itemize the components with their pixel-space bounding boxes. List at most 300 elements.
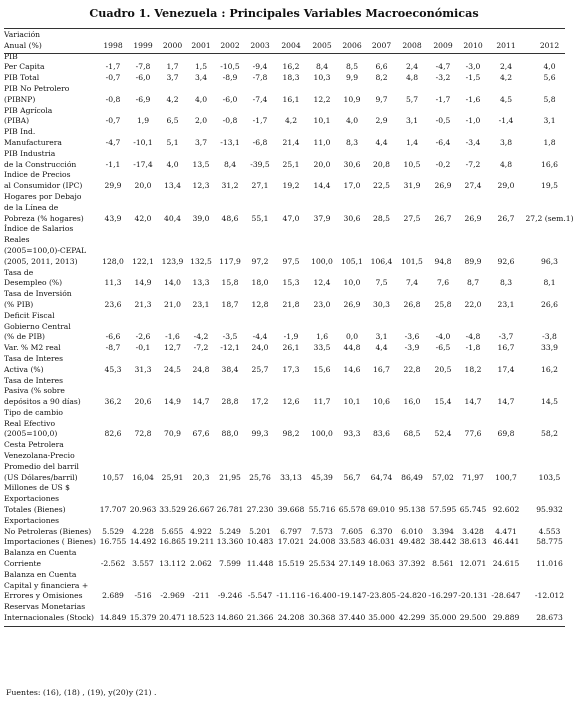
table-cell: 35.000 (368, 613, 395, 623)
table-cell: -3,7 (498, 332, 514, 342)
table-cell: 26,9 (464, 213, 482, 223)
table-cell: -6,9 (135, 94, 151, 104)
row-label-line: Tasa de Inversión (4, 289, 72, 299)
table-cell: 25,91 (161, 472, 184, 482)
table-cell: 15,3 (282, 278, 300, 288)
table-cell: 65.745 (459, 505, 487, 515)
table-cell: 44,8 (343, 343, 361, 353)
table-cell: -7,2 (465, 159, 481, 169)
row-label-line: Internacionales (Stock) (4, 613, 94, 623)
table-cell: 123,9 (161, 256, 184, 266)
table-cell: 12,7 (164, 343, 181, 353)
table-cell: 23,1 (497, 299, 515, 309)
year-header: 1999 (133, 40, 153, 50)
table-cell: 20.471 (159, 613, 186, 623)
table-row (4, 408, 575, 440)
table-cell: 23,6 (104, 299, 122, 309)
header-label-line: Anual (%) (4, 40, 42, 50)
table-cell: 5,8 (543, 94, 556, 104)
table-cell: 5,7 (405, 94, 419, 104)
table-cell: 100,0 (311, 429, 333, 439)
table-cell: 14,4 (313, 181, 331, 191)
table-cell: 39.668 (277, 505, 305, 515)
table-cell: 25,1 (282, 159, 300, 169)
row-label (4, 311, 98, 343)
table-cell: -3,6 (404, 332, 420, 342)
table-cell: -4,4 (252, 332, 268, 342)
table-cell: 15,8 (221, 278, 239, 288)
table-cell: 22,0 (464, 299, 482, 309)
table-cell: 26.667 (187, 505, 215, 515)
table-cell: 5.655 (161, 526, 184, 536)
year-header: 2009 (433, 40, 453, 50)
table-cell: 26,7 (497, 213, 515, 223)
table-cell: 28,5 (373, 213, 390, 223)
table-cell: 24,5 (164, 364, 181, 374)
table-cell: 4,4 (375, 343, 388, 353)
table-row (4, 548, 575, 570)
table-cell: 36,2 (104, 397, 122, 407)
table-cell: 14,7 (192, 397, 210, 407)
row-label-line: Errores y Omisiones (4, 591, 83, 601)
table-cell: 24,0 (251, 343, 269, 353)
table-cell: 12,6 (282, 397, 300, 407)
row-label-line: (2005=100,0) (4, 429, 58, 439)
table-cell: 18,2 (464, 364, 482, 374)
table-cell: -2.562 (100, 559, 126, 569)
table-cell: 97,2 (251, 256, 269, 266)
table-cell: 45,39 (311, 472, 333, 482)
table-row (4, 602, 575, 624)
table-cell: 24.008 (308, 537, 336, 547)
table-cell: 33.583 (338, 537, 366, 547)
table-cell: -28.647 (491, 591, 521, 601)
table-cell: 5,6 (543, 73, 556, 83)
table-cell: 3,8 (499, 137, 513, 147)
table-cell: -3,0 (465, 62, 481, 72)
table-cell: -16.297 (428, 591, 458, 601)
table-row (4, 73, 575, 84)
row-label-line: Cesta Petrolera (4, 440, 64, 450)
table-cell: 56,7 (343, 472, 361, 482)
table-cell: -9.246 (217, 591, 243, 601)
table-cell: 21.366 (246, 613, 274, 623)
table-cell: 7,5 (375, 278, 388, 288)
table-cell: 6.797 (280, 526, 302, 536)
table-cell: 33,5 (313, 343, 331, 353)
table-cell: 4,8 (405, 73, 419, 83)
table-cell: 4.471 (495, 526, 517, 536)
table-cell: -0,1 (135, 343, 151, 353)
table-cell: -8,7 (105, 343, 121, 353)
row-label-line: depósitos a 90 días) (4, 397, 81, 407)
table-cell: 23,1 (192, 299, 210, 309)
year-header: 2003 (250, 40, 270, 50)
table-cell: -1,4 (498, 116, 514, 126)
row-label-line: PIB Agrícola (4, 105, 53, 115)
table-cell: -516 (134, 591, 152, 601)
table-cell: 49.482 (398, 537, 426, 547)
table-cell: 4,0 (345, 116, 359, 126)
row-label-line: Hogares por Debajo (4, 191, 82, 201)
row-label (4, 516, 98, 538)
table-cell: 10,57 (102, 472, 124, 482)
table-cell: 1,5 (194, 62, 208, 72)
table-row (4, 343, 575, 354)
table-cell: 19.211 (187, 537, 215, 547)
table-cell: -11.116 (276, 591, 306, 601)
table-cell: -10,5 (220, 62, 240, 72)
table-cell: 27,2 (sem.1) (525, 213, 574, 223)
row-label-line: Reservas Monetarias (4, 602, 86, 612)
table-cell: 26,7 (434, 213, 452, 223)
table-cell: 10.483 (246, 537, 274, 547)
table-cell: -0,8 (105, 94, 121, 104)
table-cell: 25,8 (434, 299, 452, 309)
table-cell: 14,9 (134, 278, 152, 288)
table-cell: 5.529 (102, 526, 124, 536)
table-cell: 17,4 (497, 364, 515, 374)
table-cell: 6,5 (166, 116, 179, 126)
row-label (4, 127, 98, 149)
table-cell: 58.775 (536, 537, 563, 547)
table-cell: 93,3 (343, 429, 361, 439)
table-cell: 77,6 (464, 429, 482, 439)
row-label (4, 602, 98, 624)
year-header: 2008 (402, 40, 422, 50)
table-cell: 100,0 (311, 256, 333, 266)
table-cell: 2.062 (190, 559, 212, 569)
table-cell: 8,3 (345, 137, 359, 147)
table-cell: 20,3 (192, 472, 210, 482)
table-cell: 98,2 (282, 429, 300, 439)
table-cell: 2,4 (499, 62, 513, 72)
table-row (4, 376, 575, 408)
table-cell: 122,1 (132, 256, 154, 266)
table-body (4, 52, 575, 624)
table-cell: 11.016 (536, 559, 563, 569)
row-label (4, 354, 98, 376)
table-cell: 17.707 (99, 505, 127, 515)
table-cell: 17.021 (277, 537, 305, 547)
table-cell: 8,4 (223, 159, 237, 169)
table-cell: 97,5 (282, 256, 300, 266)
table-cell: 29,0 (497, 181, 515, 191)
table-cell: 105,1 (341, 256, 363, 266)
row-label-line: Tasa de Interes (4, 353, 64, 363)
table-cell: 16,1 (282, 94, 300, 104)
table-cell: 5.201 (249, 526, 271, 536)
table-cell: 27.230 (246, 505, 274, 515)
table-cell: 11.448 (246, 559, 274, 569)
row-label (4, 170, 98, 192)
table-cell: 14,5 (541, 397, 558, 407)
table-cell: 7.599 (219, 559, 241, 569)
table-cell: 16,2 (541, 364, 558, 374)
table-cell: -3,9 (404, 343, 420, 353)
table-cell: 1,8 (543, 137, 556, 147)
table-cell: -16.400 (307, 591, 337, 601)
row-label (4, 570, 98, 602)
table-row (4, 354, 575, 376)
table-cell: 15.519 (277, 559, 305, 569)
row-label-line: Desempleo (%) (4, 278, 63, 288)
table-cell: 22,8 (403, 364, 421, 374)
table-cell: 82,6 (104, 429, 122, 439)
table-cell: 132,5 (190, 256, 212, 266)
table-cell: 69,8 (497, 429, 515, 439)
row-label (4, 149, 98, 171)
table-cell: 94,8 (434, 256, 452, 266)
table-cell: 10,3 (313, 73, 331, 83)
row-label (4, 52, 98, 74)
year-header: 1998 (103, 40, 123, 50)
table-cell: 16,7 (497, 343, 515, 353)
year-header: 2000 (162, 40, 183, 50)
row-label-line: Exportaciones (4, 515, 60, 525)
table-row (4, 516, 575, 538)
table-cell: 117,9 (219, 256, 241, 266)
table-cell: 2,4 (405, 62, 419, 72)
table-cell: 71,97 (462, 472, 484, 482)
table-cell: 26,6 (541, 299, 558, 309)
table-cell: 128,0 (102, 256, 124, 266)
table-cell: 106,4 (370, 256, 393, 266)
table-cell: 57.595 (429, 505, 457, 515)
table-cell: 30,3 (373, 299, 390, 309)
row-label-line: Gobierno Central (4, 321, 71, 331)
table-cell: 95.932 (536, 505, 563, 515)
table-cell: 65.578 (338, 505, 366, 515)
table-cell: 57,02 (432, 472, 454, 482)
table-cell: 26,9 (434, 181, 452, 191)
table-cell: -12.012 (534, 591, 565, 601)
table-cell: 25,76 (249, 472, 271, 482)
table-cell: 42.299 (398, 613, 426, 623)
table-cell: 18.063 (368, 559, 395, 569)
table-cell: 3,7 (166, 73, 179, 83)
table-cell: -7,8 (135, 62, 151, 72)
row-label-line: de la Construcción (4, 159, 77, 169)
table-cell: 18.523 (187, 613, 215, 623)
table-cell: 14,6 (343, 364, 361, 374)
row-label-line: al Consumidor (IPC) (4, 181, 83, 191)
table-cell: 8,4 (315, 62, 329, 72)
year-header: 2006 (342, 40, 362, 50)
table-cell: 8,3 (499, 278, 513, 288)
table-cell: 22,5 (373, 181, 390, 191)
table-cell: 9,9 (345, 73, 359, 83)
table-cell: 69.010 (368, 505, 395, 515)
table-cell: 1,6 (315, 332, 329, 342)
table-cell: 21,0 (164, 299, 181, 309)
table-cell: 2,0 (194, 116, 208, 126)
year-header: 2001 (191, 40, 211, 50)
table-cell: 19,5 (541, 181, 558, 191)
table-cell: 16.865 (159, 537, 186, 547)
table-cell: 20,0 (134, 181, 152, 191)
table-cell: 16,7 (373, 364, 390, 374)
row-label-line: (2005=100,0)-CEPAL (4, 245, 87, 255)
table-cell: 21,8 (282, 299, 300, 309)
table-cell: -6,5 (435, 343, 451, 353)
row-label (4, 376, 98, 408)
table-cell: 31,2 (221, 181, 239, 191)
table-cell: 38,4 (221, 364, 239, 374)
table-cell: 12.071 (459, 559, 487, 569)
table-cell: 86,49 (401, 472, 423, 482)
row-label-line: Indice de Precios (4, 170, 71, 180)
table-cell: 18,7 (221, 299, 239, 309)
row-label (4, 440, 98, 483)
table-cell: 24,8 (192, 364, 210, 374)
header-row (4, 30, 575, 52)
table-cell: 48,6 (221, 213, 239, 223)
table-cell: 21,4 (282, 137, 300, 147)
table-cell: 13,3 (192, 278, 210, 288)
table-title: Cuadro 1. Venezuela : Principales Variables Macroeconómicas (89, 6, 479, 20)
table-cell: 96,3 (541, 256, 558, 266)
table-cell: -24.820 (397, 591, 427, 601)
row-label-line: Deficit Fiscal (4, 310, 55, 320)
table-cell: 99,3 (251, 429, 269, 439)
table-cell: -7,2 (193, 343, 209, 353)
table-cell: 30,6 (343, 159, 361, 169)
table-cell: -0,5 (435, 116, 451, 126)
table-cell: 20.963 (129, 505, 157, 515)
row-label-line: Índice de Salarios (4, 224, 74, 234)
table-row (4, 483, 575, 515)
table-cell: 3.428 (462, 526, 484, 536)
row-label-line: Pobreza (% hogares) (4, 213, 84, 223)
table-cell: -1,7 (435, 94, 451, 104)
row-label-line: PIB No Petrolero (4, 83, 70, 93)
table-cell: -2.969 (160, 591, 185, 601)
table-cell: 12,3 (192, 181, 210, 191)
table-cell: 2,9 (375, 116, 388, 126)
row-label-line: Tipo de cambio (4, 407, 63, 417)
table-cell: 37,9 (313, 213, 331, 223)
table-cell: 25.534 (308, 559, 336, 569)
row-label-line: (% PIB) (4, 299, 34, 309)
table-row (4, 311, 575, 343)
table-cell: 83,6 (373, 429, 390, 439)
table-cell: -3,4 (465, 137, 481, 147)
table-cell: 13.112 (159, 559, 186, 569)
table-cell: 8,7 (466, 278, 480, 288)
table-cell: 52,4 (434, 429, 452, 439)
table-cell: 30,6 (343, 213, 361, 223)
table-cell: -1,1 (105, 159, 121, 169)
table-cell: 16.755 (99, 537, 127, 547)
table-cell: 8.561 (432, 559, 454, 569)
table-cell: 14.849 (99, 613, 127, 623)
table-cell: 3.394 (432, 526, 454, 536)
table-cell: 26,9 (343, 299, 361, 309)
table-cell: 3,1 (543, 116, 556, 126)
table-cell: -1,8 (465, 343, 481, 353)
table-cell: 55,1 (251, 213, 269, 223)
table-cell: -0,7 (105, 116, 121, 126)
row-label (4, 268, 98, 290)
table-cell: 16,6 (541, 159, 558, 169)
table-cell: 4,5 (499, 94, 513, 104)
table-cell: 12,2 (313, 94, 331, 104)
table-cell: -17,4 (133, 159, 153, 169)
table-header (4, 30, 575, 52)
table-cell: 18,3 (282, 73, 300, 83)
table-row (4, 192, 575, 224)
table-cell: -4,2 (193, 332, 209, 342)
row-label-line: Per Capita (4, 62, 45, 72)
table-cell: 58,2 (541, 429, 558, 439)
row-label-line: PIB (4, 51, 18, 61)
table-cell: -1,6 (165, 332, 180, 342)
table-cell: -4,7 (435, 62, 451, 72)
table-cell: 72,8 (134, 429, 152, 439)
table-cell: -6,6 (105, 332, 121, 342)
table-cell: 2.689 (102, 591, 124, 601)
table-cell: 11,0 (313, 137, 331, 147)
table-cell: 6.010 (401, 526, 423, 536)
table-cell: 12,4 (313, 278, 331, 288)
table-cell: 92.602 (492, 505, 520, 515)
row-label (4, 289, 98, 311)
row-label-line: Venezolana-Precio (4, 451, 75, 461)
header-rule (4, 53, 565, 54)
table-cell: 8,1 (543, 278, 556, 288)
row-label-line: Pasiva (% sobre (4, 386, 65, 396)
row-label-line: Reales (4, 235, 30, 245)
table-cell: 1,9 (136, 116, 150, 126)
table-cell: 1,4 (405, 137, 419, 147)
table-cell: 4,4 (375, 137, 388, 147)
table-cell: 17,0 (343, 181, 361, 191)
table-cell: 24.615 (492, 559, 520, 569)
table-row (4, 106, 575, 128)
table-row (4, 127, 575, 149)
table-cell: -1,7 (252, 116, 268, 126)
table-row (4, 52, 575, 74)
table-cell: 27,5 (403, 213, 421, 223)
row-label-line: (2005, 2011, 2013) (4, 256, 78, 266)
table-cell: 13,5 (192, 159, 210, 169)
table-cell: 4,0 (194, 94, 208, 104)
row-label-line: Balanza en Cuenta (4, 569, 77, 579)
table-cell: -2,6 (135, 332, 151, 342)
table-cell: 33,13 (280, 472, 302, 482)
table-row (4, 224, 575, 267)
table-cell: 24.208 (277, 613, 305, 623)
table-cell: -0,8 (222, 116, 238, 126)
table-cell: 40,4 (164, 213, 181, 223)
table-row (4, 570, 575, 602)
row-label (4, 84, 98, 106)
row-label-line: Balanza en Cuenta (4, 548, 77, 558)
table-cell: -10,1 (133, 137, 153, 147)
table-cell: 7.573 (311, 526, 333, 536)
table-cell: 21,3 (134, 299, 152, 309)
table-cell: 20,6 (134, 397, 152, 407)
table-cell: 45,3 (104, 364, 122, 374)
table-cell: 14.492 (129, 537, 157, 547)
table-cell: 0,0 (345, 332, 359, 342)
table-cell: 92,6 (497, 256, 515, 266)
row-label (4, 192, 98, 224)
table-cell: 7.605 (341, 526, 363, 536)
table-cell: 4.922 (190, 526, 212, 536)
table-cell: 8,5 (345, 62, 359, 72)
